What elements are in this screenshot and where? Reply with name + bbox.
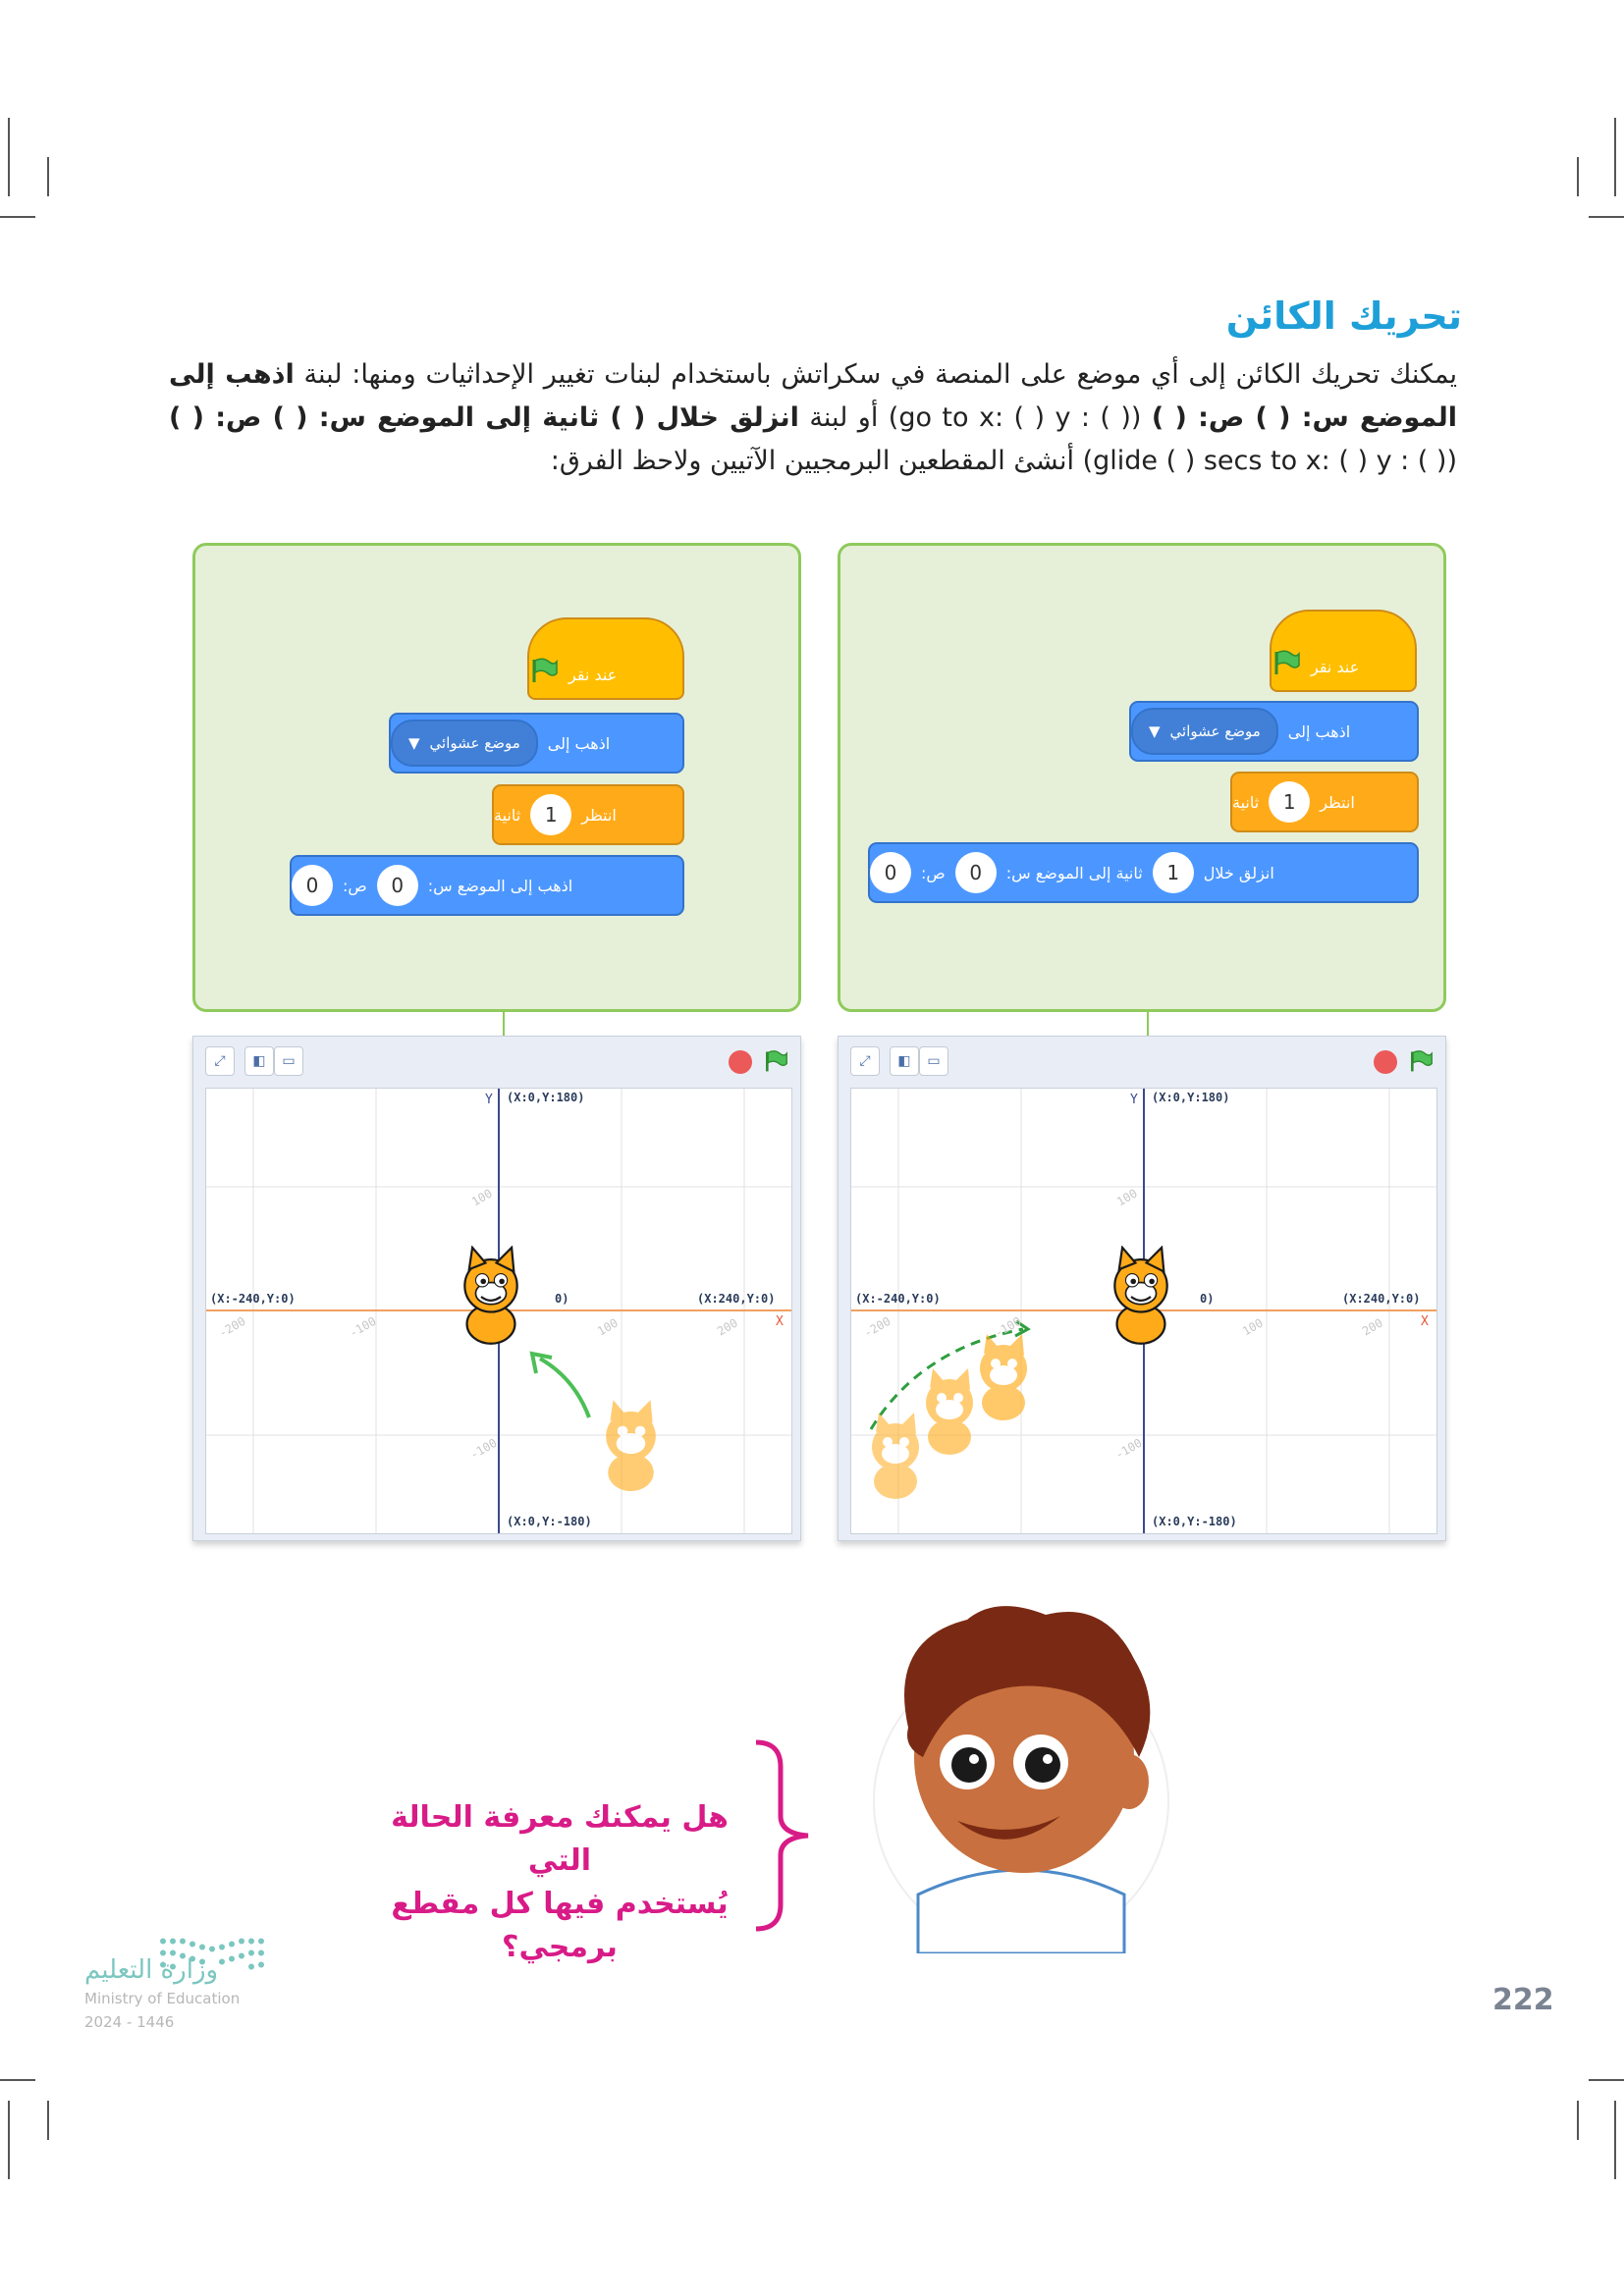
y-axis-label: Y: [1130, 1093, 1138, 1107]
section-title: تحريك الكائن: [1225, 294, 1462, 338]
wait-seconds-input[interactable]: 1: [530, 794, 571, 835]
academic-year: 2024 - 1446: [84, 2013, 175, 2031]
center-coordinate: 0): [555, 1292, 569, 1306]
glide-script-panel: [838, 543, 1446, 1012]
green-flag-icon: [1272, 649, 1301, 676]
tick-label: -200: [861, 1313, 893, 1341]
bottom-coordinate: (X:0,Y:-180): [507, 1515, 592, 1528]
dropdown-value: موضع عشوائي: [429, 734, 520, 752]
x-axis-label: X: [1421, 1314, 1429, 1329]
crop-mark: [8, 118, 10, 196]
crop-mark: [1589, 216, 1624, 218]
paragraph-line1: يمكنك تحريك الكائن إلى أي موضع على المنصة في سكراتش باستخدام لبنات تغيير الإحداثيات ومنها: لبنة: [303, 359, 1458, 390]
ministry-name-arabic: وزارة التعليم: [84, 1955, 219, 1985]
wait-block[interactable]: [492, 784, 684, 845]
hat-label: عند نقر: [568, 666, 618, 684]
ministry-name-english: Ministry of Education: [84, 1990, 241, 2007]
tick-label: -200: [216, 1313, 248, 1341]
goto-y-input[interactable]: 0: [292, 865, 333, 906]
tick-label: -100: [347, 1313, 379, 1341]
goto-block-code: (go to x: ( ) y : ( )): [888, 402, 1142, 433]
panel-connector: [503, 1012, 505, 1036]
large-stage-icon[interactable]: ▭: [274, 1046, 303, 1076]
glide-stage: [838, 1036, 1446, 1541]
crop-mark: [0, 2079, 35, 2081]
green-flag-icon: [529, 657, 559, 684]
hat-label: عند نقر: [1311, 658, 1360, 676]
right-coordinate: (X:240,Y:0): [1342, 1292, 1421, 1306]
stage-canvas[interactable]: [850, 1088, 1437, 1534]
tick-label: 100: [1239, 1315, 1266, 1339]
fullscreen-icon[interactable]: ⤢: [205, 1046, 235, 1076]
goto-xy-label: اذهب إلى الموضع س:: [427, 876, 573, 895]
wait-unit: ثانية: [494, 805, 521, 825]
tick-label: 100: [468, 1186, 495, 1209]
stop-icon[interactable]: [1374, 1050, 1397, 1074]
glide-y-input[interactable]: 0: [870, 852, 911, 893]
when-flag-clicked-block[interactable]: [527, 617, 684, 700]
wait-seconds-input[interactable]: 1: [1269, 781, 1310, 823]
tick-label: -100: [1112, 1435, 1145, 1463]
glide-seconds-input[interactable]: 1: [1153, 852, 1194, 893]
glide-mid-label: ثانية إلى الموضع س:: [1005, 863, 1143, 882]
when-flag-clicked-block[interactable]: [1270, 610, 1417, 692]
wait-label: انتظر: [581, 805, 617, 825]
page-number: 222: [1492, 1983, 1554, 2017]
question-line2: يُستخدم فيها كل مقطع برمجي؟: [391, 1887, 729, 1964]
green-flag-icon[interactable]: [1408, 1048, 1434, 1074]
stop-icon[interactable]: [729, 1050, 752, 1074]
intro-paragraph: [169, 353, 1457, 483]
fullscreen-icon[interactable]: ⤢: [850, 1046, 880, 1076]
crop-mark: [8, 2101, 10, 2179]
crop-mark: [1577, 2101, 1579, 2140]
bottom-coordinate: (X:0,Y:-180): [1152, 1515, 1237, 1528]
cat-sprite-faded: [959, 1334, 1048, 1432]
glide-block-code: (glide ( ) secs to x: ( ) y : ( )): [1082, 446, 1457, 476]
top-coordinate: (X:0,Y:180): [1152, 1091, 1230, 1104]
glide-block-name: انزلق خلال ( ) ثانية إلى الموضع س: ( ) ص: ( ): [169, 402, 799, 433]
green-flag-icon[interactable]: [763, 1048, 788, 1074]
paragraph-instruction: أنشئ المقطعين البرمجيين الآتيين ولاحظ الفرق:: [550, 446, 1074, 476]
left-coordinate: (X:-240,Y:0): [210, 1292, 296, 1306]
paragraph-connector: أو لبنة: [809, 402, 879, 433]
crop-mark: [47, 2101, 49, 2140]
dropdown-arrow-icon: ▼: [408, 734, 420, 752]
cat-sprite[interactable]: [1092, 1246, 1190, 1359]
center-coordinate: 0): [1200, 1292, 1215, 1306]
large-stage-icon[interactable]: ▭: [919, 1046, 948, 1076]
goto-stage: [192, 1036, 801, 1541]
goto-random-block[interactable]: [389, 713, 684, 774]
curly-brace-icon: [751, 1737, 830, 1934]
tick-label: 100: [594, 1315, 621, 1339]
goto-xy-block[interactable]: [290, 855, 684, 916]
x-axis-label: X: [776, 1314, 784, 1329]
goto-random-label: اذهب إلى: [1287, 721, 1351, 741]
boy-character-icon: [849, 1600, 1188, 1953]
panel-connector: [1147, 1012, 1149, 1036]
crop-mark: [47, 157, 49, 196]
small-stage-icon[interactable]: ◧: [890, 1046, 919, 1076]
crop-mark: [1614, 118, 1616, 196]
cat-sprite[interactable]: [442, 1246, 540, 1359]
crop-mark: [1589, 2079, 1624, 2081]
top-coordinate: (X:0,Y:180): [507, 1091, 585, 1104]
goto-random-block[interactable]: [1129, 701, 1419, 762]
right-coordinate: (X:240,Y:0): [697, 1292, 776, 1306]
random-position-dropdown[interactable]: [391, 720, 538, 767]
left-coordinate: (X:-240,Y:0): [855, 1292, 941, 1306]
goto-y-label: ص:: [343, 876, 367, 895]
wait-label: انتظر: [1320, 792, 1355, 812]
goto-random-label: اذهب إلى: [547, 733, 611, 753]
tick-label: -100: [992, 1313, 1024, 1341]
dropdown-value: موضع عشوائي: [1169, 722, 1261, 740]
glide-label: انزلق خلال: [1203, 863, 1274, 882]
tick-label: 200: [1359, 1315, 1385, 1339]
goto-x-input[interactable]: 0: [377, 865, 418, 906]
dropdown-arrow-icon: ▼: [1149, 722, 1161, 740]
tick-label: 200: [714, 1315, 740, 1339]
crop-mark: [1614, 2101, 1616, 2179]
question-text: [373, 1796, 746, 1969]
question-line1: هل يمكنك معرفة الحالة التي: [391, 1800, 729, 1878]
tick-label: 100: [1113, 1186, 1140, 1209]
y-axis-label: Y: [485, 1093, 493, 1107]
stage-toolbar: [839, 1037, 1445, 1086]
wait-block[interactable]: [1230, 772, 1419, 832]
stage-canvas[interactable]: [205, 1088, 792, 1534]
crop-mark: [1577, 157, 1579, 196]
crop-mark: [0, 216, 35, 218]
goto-script-panel: [192, 543, 801, 1012]
wait-unit: ثانية: [1232, 792, 1260, 812]
small-stage-icon[interactable]: ◧: [244, 1046, 274, 1076]
stage-toolbar: [193, 1037, 800, 1086]
glide-y-label: ص:: [921, 863, 946, 882]
cat-sprite-faded: [584, 1398, 677, 1506]
random-position-dropdown[interactable]: [1131, 708, 1278, 755]
tick-label: -100: [467, 1435, 500, 1463]
glide-x-input[interactable]: 0: [955, 852, 997, 893]
glide-to-xy-block[interactable]: [868, 842, 1419, 903]
goto-block-name: اذهب إلى الموضع س: ( ) ص: ( ): [169, 359, 1457, 433]
